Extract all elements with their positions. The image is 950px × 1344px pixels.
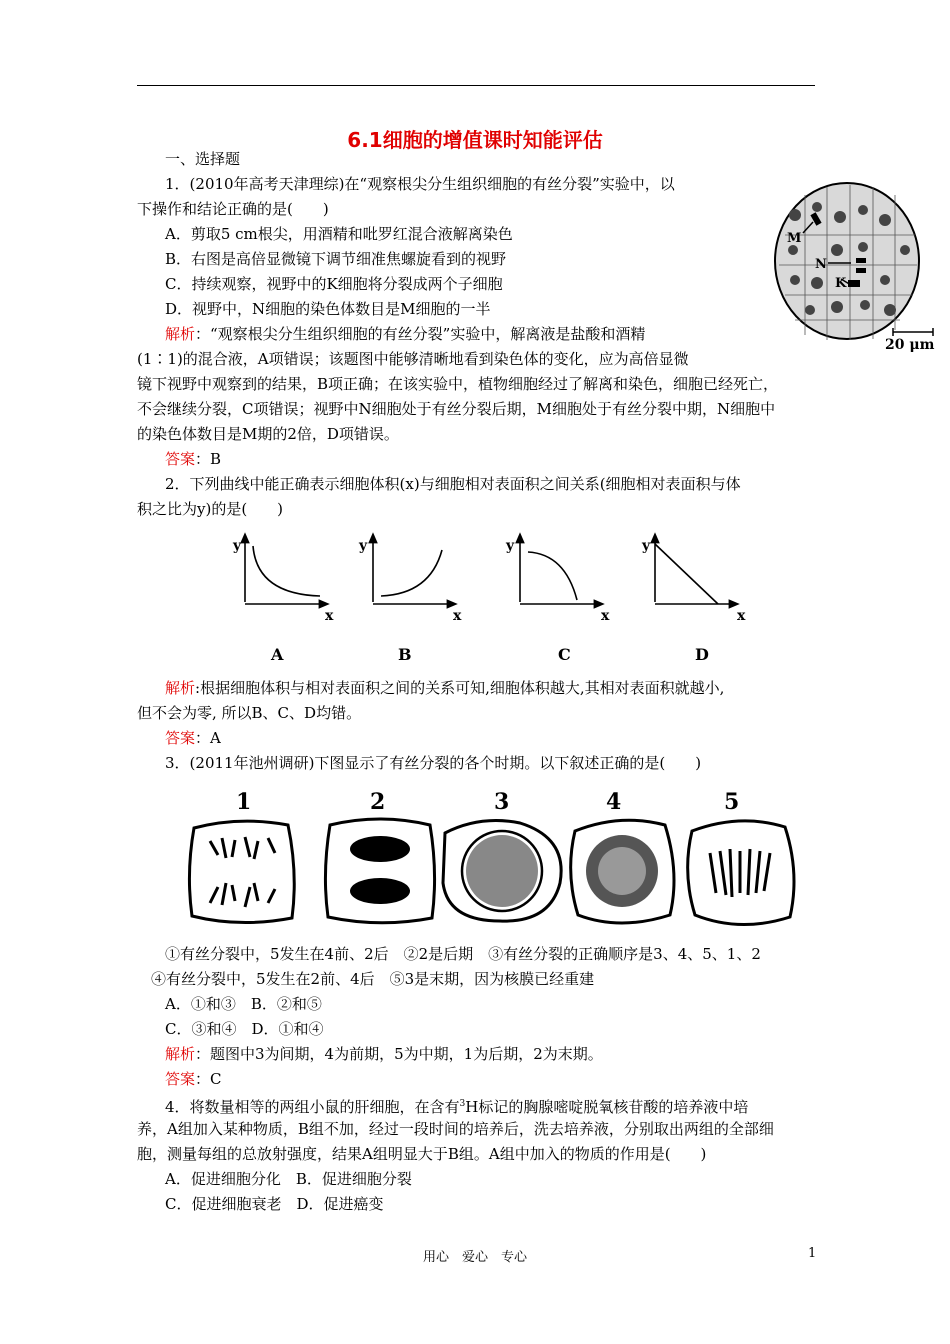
q1-stem-line1: 1．(2010年高考天津理综)在“观察根尖分生组织细胞的有丝分裂”实验中，以 [165,175,675,193]
q3-options-line1: A．①和③ B．②和⑤ [165,995,322,1013]
q2-analysis-text1: :根据细胞体积与相对表面积之间的关系可知,细胞体积越大,其相对表面积就越小, [195,679,725,697]
graph-a-y-label: y [233,538,242,554]
analysis-label: 解析 [165,679,196,697]
label-m: M [787,231,802,246]
stage-label-4: 4 [606,789,622,815]
graph-c-label: C [558,645,571,664]
q3-statement-line2: ④有丝分裂中，5发生在2前、4后 ⑤3是末期，因为核膜已经重建 [151,970,595,988]
q2-analysis-line2: 但不会为零, 所以B、C、D均错。 [137,704,362,722]
graph-d-label: D [695,645,709,664]
q3-options-line2: C．③和④ D．①和④ [165,1020,324,1038]
analysis-label: 解析 [165,1045,196,1063]
q1-analysis-line1 [165,324,645,344]
q3-analysis-text: ：题图中3为间期，4为前期，5为中期，1为后期，2为末期。 [195,1045,603,1063]
graph-d-x-label: x [737,608,746,624]
stage-label-5: 5 [724,789,740,815]
mitosis-stages-figure [180,783,810,933]
q2-graphs-figure [225,532,765,667]
cell-3 [443,821,561,922]
footer-motto: 用心 爱心 专心 [423,1250,528,1265]
graph-d [655,537,735,604]
stage-label-3: 3 [494,789,510,815]
graph-a-label: A [271,645,284,664]
graph-b [373,537,453,604]
q3-analysis [165,1044,603,1064]
q2-stem-line1: 2．下列曲线中能正确表示细胞体积(x)与细胞相对表面积之间关系(细胞相对表面积与体 [165,475,741,493]
q4-options-line2: C．促进细胞衰老 D．促进癌变 [165,1195,384,1213]
graph-c-y-label: y [506,538,515,554]
graph-c-x-label: x [601,608,610,624]
answer-label: 答案 [165,1070,196,1088]
section-heading: 一、选择题 [165,150,241,168]
cell-5 [688,821,794,925]
q4-stem-line1 [165,1094,748,1117]
q1-option-d: D．视野中，N细胞的染色体数目是M细胞的一半 [165,300,491,318]
scale-bar-label: 20 μm [885,337,935,353]
cell-2 [325,819,434,923]
graph-a [245,537,325,604]
q1-option-b: B．右图是高倍显微镜下调节细准焦螺旋看到的视野 [165,250,507,268]
q4-stem-pre: 4．将数量相等的两组小鼠的肝细胞，在含有 [165,1098,460,1116]
q1-answer [165,449,221,469]
q1-analysis-line4: 不会继续分裂，C项错误；视野中N细胞处于有丝分裂后期，M细胞处于有丝分裂中期，N细胞中 [137,400,776,418]
q1-analysis-line5: 的染色体数目是M期的2倍，D项错误。 [137,425,399,443]
header-rule [137,85,815,86]
q4-stem-line2: 养，A组加入某种物质，B组不加，经过一段时间的培养后，洗去培养液，分别取出两组的全部细 [137,1120,774,1138]
q3-answer [165,1069,222,1089]
q1-analysis-line2: (1∶1)的混合液，A项错误；该题图中能够清晰地看到染色体的变化，应为高倍显微 [137,350,689,368]
q1-analysis-text1: ：“观察根尖分生组织细胞的有丝分裂”实验中，解离液是盐酸和酒精 [195,325,646,343]
page-title: 6.1细胞的增值课时知能评估 [347,128,603,152]
q2-answer-value: ：A [195,729,221,747]
graph-a-x-label: x [325,608,334,624]
q4-options-line1: A．促进细胞分化 B．促进细胞分裂 [165,1170,412,1188]
microscope-field-figure [765,175,940,355]
graph-b-y-label: y [359,538,368,554]
q1-option-c: C．持续观察，视野中的K细胞将分裂成两个子细胞 [165,275,503,293]
cell-4 [571,820,674,923]
q1-stem-line2: 下操作和结论正确的是( ) [137,200,329,218]
graph-c [520,537,600,604]
q1-answer-value: ：B [195,450,222,468]
graph-d-y-label: y [642,538,651,554]
q4-stem-post: H标记的胸腺嘧啶脱氧核苷酸的培养液中培 [465,1098,749,1116]
q1-analysis-line3: 镜下视野中观察到的结果，B项正确；在该实验中，植物细胞经过了解离和染色，细胞已经死亡， [137,375,779,393]
answer-label: 答案 [165,729,196,747]
page-number: 1 [808,1246,817,1261]
stage-label-1: 1 [236,789,252,815]
cell-1 [189,821,294,922]
q2-stem-line2: 积之比为y)的是( ) [137,500,284,518]
q3-statement-line1: ①有丝分裂中，5发生在4前、2后 ②2是后期 ③有丝分裂的正确顺序是3、4、5、1、2 [165,945,761,963]
graph-b-label: B [398,645,412,664]
q3-answer-value: ：C [195,1070,222,1088]
label-k: K [835,276,847,291]
graph-b-x-label: x [453,608,462,624]
q2-analysis-line1 [165,678,724,698]
stage-label-2: 2 [370,789,386,815]
label-n: N [815,257,827,272]
analysis-label: 解析 [165,325,196,343]
q1-option-a: A．剪取5 cm根尖，用酒精和吡罗红混合液解离染色 [165,225,513,243]
q4-superscript: 3 [459,1099,466,1109]
q3-stem: 3．(2011年池州调研)下图显示了有丝分裂的各个时期。以下叙述正确的是( ) [165,754,702,772]
q4-stem-line3: 胞，测量每组的总放射强度，结果A组明显大于B组。A组中加入的物质的作用是( ) [137,1145,707,1163]
q2-answer [165,728,221,748]
answer-label: 答案 [165,450,196,468]
